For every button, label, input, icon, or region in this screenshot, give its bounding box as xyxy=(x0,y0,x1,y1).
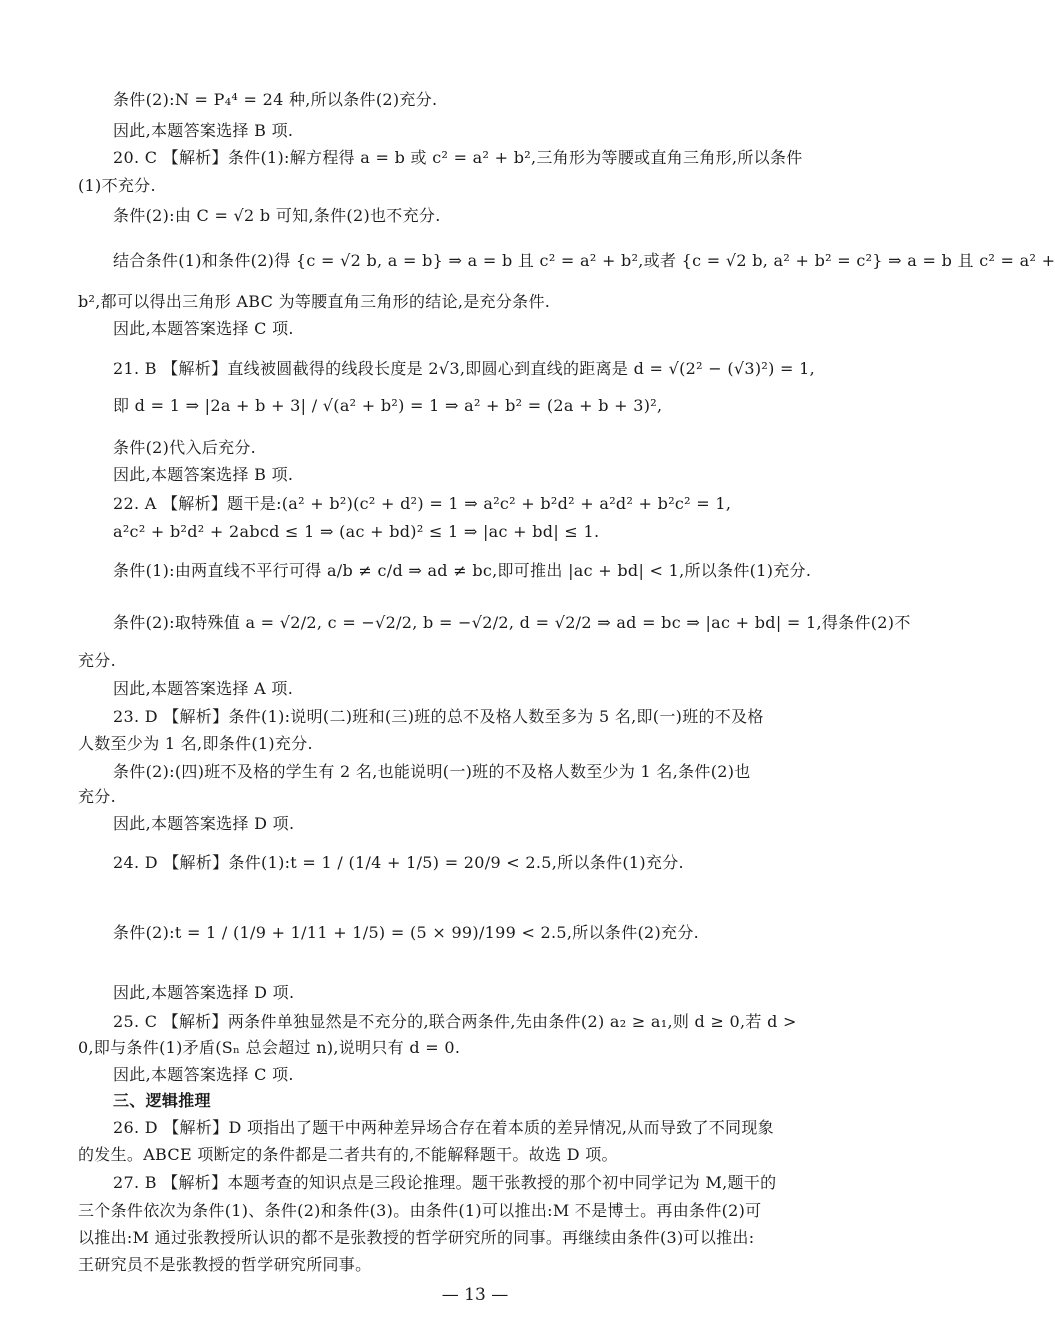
text-line: 条件(2):t = 1 / (1/9 + 1/11 + 1/5) = (5 × 99)/199 < 2.5,所以条件(2)充分. xyxy=(113,923,700,942)
text-line: (1)不充分. xyxy=(78,176,156,195)
text-line: 因此,本题答案选择 D 项. xyxy=(113,814,295,833)
text-line: 23. D 【解析】条件(1):说明(二)班和(三)班的总不及格人数至多为 5 名,即(一)班的不及格 xyxy=(113,707,764,726)
text-line: a²c² + b²d² + 2abcd ≤ 1 ⇒ (ac + bd)² ≤ 1 ⇒ |ac + bd| ≤ 1. xyxy=(113,522,600,541)
text-line: 充分. xyxy=(78,787,116,806)
text-line: 结合条件(1)和条件(2)得 {c = √2 b, a = b} ⇒ a = b 且 c² = a² + b²,或者 {c = √2 b, a² + b² = c²} ⇒ a = b 且 c² = a² + xyxy=(113,251,1055,270)
text-line: 即 d = 1 ⇒ |2a + b + 3| / √(a² + b²) = 1 ⇒ a² + b² = (2a + b + 3)², xyxy=(113,396,663,415)
text-line: 因此,本题答案选择 B 项. xyxy=(113,465,294,484)
text-line: 26. D 【解析】D 项指出了题干中两种差异场合存在着本质的差异情况,从而导致了不同现象 xyxy=(113,1118,774,1137)
text-line: 条件(2)代入后充分. xyxy=(113,438,257,457)
text-line: 条件(2):(四)班不及格的学生有 2 名,也能说明(一)班的不及格人数至少为 1 名,条件(2)也 xyxy=(113,762,751,781)
text-line: 王研究员不是张教授的哲学研究所同事。 xyxy=(78,1255,372,1274)
text-line: 22. A 【解析】题干是:(a² + b²)(c² + d²) = 1 ⇒ a²c² + b²d² + a²d² + b²c² = 1, xyxy=(113,494,732,513)
text-line: 的发生。ABCE 项断定的条件都是二者共有的,不能解释题干。故选 D 项。 xyxy=(78,1145,618,1164)
text-line: 因此,本题答案选择 B 项. xyxy=(113,121,294,140)
text-line: 人数至少为 1 名,即条件(1)充分. xyxy=(78,734,313,753)
text-line: 因此,本题答案选择 C 项. xyxy=(113,319,294,338)
text-line: 21. B 【解析】直线被圆截得的线段长度是 2√3,即圆心到直线的距离是 d = √(2² − (√3)²) = 1, xyxy=(113,359,815,378)
text-line: 25. C 【解析】两条件单独显然是不充分的,联合两条件,先由条件(2) a₂ ≥ a₁,则 d ≥ 0,若 d > xyxy=(113,1012,797,1031)
text-line: 条件(1):由两直线不平行可得 a/b ≠ c/d ⇒ ad ≠ bc,即可推出 |ac + bd| < 1,所以条件(1)充分. xyxy=(113,561,812,580)
text-line: 充分. xyxy=(78,651,116,670)
page-number: — 13 — xyxy=(441,1285,509,1305)
text-line: 条件(2):N = P₄⁴ = 24 种,所以条件(2)充分. xyxy=(113,90,438,109)
text-line: 以推出:M 通过张教授所认识的都不是张教授的哲学研究所的同事。再继续由条件(3)可以推出: xyxy=(78,1228,755,1247)
text-line: 20. C 【解析】条件(1):解方程得 a = b 或 c² = a² + b²,三角形为等腰或直角三角形,所以条件 xyxy=(113,148,803,167)
text-line: 27. B 【解析】本题考查的知识点是三段论推理。题干张教授的那个初中同学记为 M,题干的 xyxy=(113,1173,777,1192)
text-line: 因此,本题答案选择 D 项. xyxy=(113,983,295,1002)
text-line: b²,都可以得出三角形 ABC 为等腰直角三角形的结论,是充分条件. xyxy=(78,292,551,311)
section-title: 三、逻辑推理 xyxy=(113,1091,211,1110)
text-line: 24. D 【解析】条件(1):t = 1 / (1/4 + 1/5) = 20/9 < 2.5,所以条件(1)充分. xyxy=(113,853,684,872)
text-line: 0,即与条件(1)矛盾(Sₙ 总会超过 n),说明只有 d = 0. xyxy=(78,1038,461,1057)
text-line: 因此,本题答案选择 C 项. xyxy=(113,1065,294,1084)
text-line: 三个条件依次为条件(1)、条件(2)和条件(3)。由条件(1)可以推出:M 不是博士。再由条件(2)可 xyxy=(78,1201,762,1220)
text-line: 因此,本题答案选择 A 项. xyxy=(113,679,294,698)
text-line: 条件(2):由 C = √2 b 可知,条件(2)也不充分. xyxy=(113,206,441,225)
text-line: 条件(2):取特殊值 a = √2/2, c = −√2/2, b = −√2/2, d = √2/2 ⇒ ad = bc ⇒ |ac + bd| = 1,得条件(2)不 xyxy=(113,613,911,632)
